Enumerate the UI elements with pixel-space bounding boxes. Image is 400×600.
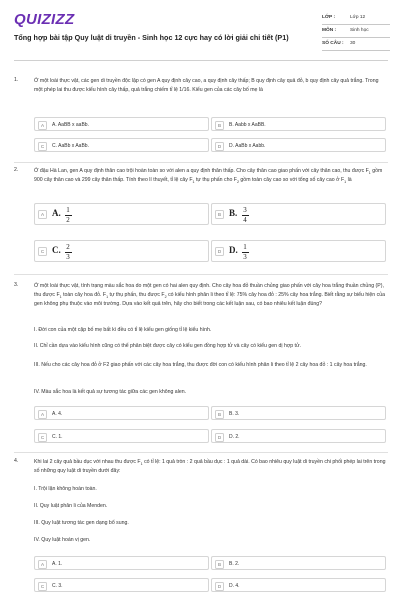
- question-number: 4.: [14, 458, 19, 464]
- q3-option-b[interactable]: [211, 406, 386, 420]
- question-divider: [14, 162, 388, 163]
- q1-option-b[interactable]: [211, 117, 386, 131]
- fraction-denominator: 3: [243, 252, 247, 261]
- meta-value-count: 30: [350, 37, 390, 50]
- worksheet-title: Tổng hợp bài tập Quy luật di truyền - Sinh học 12 cực hay có lời giải chi tiết (P1): [14, 33, 289, 42]
- option-letter-box: B: [215, 121, 224, 130]
- question-text: Ở một loài thực vật, tính trạng màu sắc hoa do một gen có hai alen quy định. Cho cây hoa đỏ thuần chủng giao phấn với cây hoa trắng thuần chủng (P), thu được $F_1$ toàn cây hoa đỏ. $F_1$ tự thụ phấn, thu được $F_2$ có kiểu hình phân li theo tỉ lệ: 75% cây hoa đỏ : 25% cây hoa trắng. Biết rằng sự biểu hiện của gen không phụ thuộc vào môi trường. Dựa vào kết quả trên, hãy cho biết trong các kết luận sau, có bao nhiêu kết luận đúng?: [34, 283, 385, 308]
- option-text: A. 1.: [52, 560, 63, 567]
- statement-3: III. Nếu cho các cây hoa đỏ ở F2 giao phấn với các cây hoa trắng, thu được đời con có kiểu hình phân li theo tỉ lệ 2 cây hoa đỏ : 1 cây hoa trắng.: [34, 362, 367, 368]
- meta-row-subject: [322, 24, 390, 37]
- statement-3: III. Quy luật tương tác gen dạng bổ sung.: [34, 520, 129, 526]
- option-text: D. 2.: [229, 433, 240, 440]
- option-letter-box: D: [215, 142, 224, 151]
- option-text: B. Aabb x AaBB.: [229, 121, 266, 128]
- option-label: B.: [229, 208, 238, 218]
- option-letter-box: B: [215, 410, 224, 419]
- fraction-numerator: 3: [243, 205, 247, 214]
- q4-option-a[interactable]: [34, 556, 209, 570]
- option-letter-box: A: [38, 121, 47, 130]
- option-text: B. 3.: [229, 410, 240, 417]
- option-text: C. 1.: [52, 433, 63, 440]
- question-text: Khi lai 2 cây quả bầu dục với nhau thu được $F_1$ có tỉ lệ: 1 quả tròn : 2 quả bầu dục : 1 quả dài. Có bao nhiêu quy luật di truyền chi phối phép lai trên trong số những quy luật di truyền dưới đây:: [34, 459, 386, 475]
- option-letter-box: D: [215, 247, 224, 256]
- q1-option-a[interactable]: [34, 117, 209, 131]
- fraction-denominator: 4: [243, 215, 247, 224]
- statement-1: I. Trội lặn không hoàn toàn.: [34, 486, 97, 492]
- worksheet-header: [0, 0, 400, 62]
- question-number: 3.: [14, 282, 19, 288]
- q3-option-a[interactable]: [34, 406, 209, 420]
- meta-value-class: Lớp 12: [350, 11, 390, 24]
- q4-option-b[interactable]: [211, 556, 386, 570]
- statement-2: II. Quy luật phân li của Menden.: [34, 503, 108, 509]
- meta-key-class: LỚP :: [322, 11, 350, 24]
- q4-option-c[interactable]: [34, 578, 209, 592]
- q2-option-b[interactable]: [211, 203, 386, 225]
- fraction-numerator: 1: [243, 242, 247, 251]
- statement-1: I. Đời con của một cặp bố mẹ bất kì đều có tỉ lệ kiểu gen giống tỉ lệ kiểu hình.: [34, 327, 212, 333]
- worksheet-meta-table: [322, 11, 390, 51]
- question-number: 2.: [14, 167, 19, 173]
- option-letter-box: A: [38, 210, 47, 219]
- option-label: D.: [229, 245, 238, 255]
- option-letter-box: A: [38, 410, 47, 419]
- question-text: Ở một loài thực vật, các gen di truyền độc lập có gen A quy định cây cao, a quy định cây thấp; B quy định cây quả đỏ, b quy định cây quả trắng. Trong một phép lai thu được kiểu hình cây thấp, quả trắng chiếm tỉ lệ 1/16. Kiểu gen của các cây bố mẹ là: [34, 78, 379, 93]
- quizizz-logo: QUIZIZZ: [14, 11, 75, 28]
- fraction-numerator: 1: [66, 205, 70, 214]
- q4-option-d[interactable]: [211, 578, 386, 592]
- option-label: C.: [52, 245, 61, 255]
- option-text: D. AaBb x Aabb.: [229, 142, 266, 149]
- option-text: C. 3.: [52, 582, 63, 589]
- option-fraction: [241, 206, 249, 225]
- question-divider: [14, 452, 388, 453]
- option-text: C. AaBb x AaBb.: [52, 142, 89, 149]
- meta-value-subject: Sinh học: [350, 24, 390, 37]
- option-text: D. 4.: [229, 582, 240, 589]
- statement-4: IV. Quy luật hoán vị gen.: [34, 537, 91, 543]
- question-text: Ở đậu Hà Lan, gen A quy định thân cao trội hoàn toàn so với alen a quy định thân thấp. Cho cây thân cao giao phấn với cây thân cao, thu được $F_1$ gồm 900 cây thân cao và 299 cây thân thấp. Tính theo lí thuyết, tỉ lệ cây $F_1$ tự thụ phấn cho $F_2$ gồm toàn cây cao so với tổng số cây cao ở $F_1$ là: [34, 168, 383, 185]
- q2-option-c[interactable]: [34, 240, 209, 262]
- statement-2: II. Chỉ cần dựa vào kiểu hình cũng có thể phân biệt được cây có kiểu gen đồng hợp tử và cây có kiểu gen dị hợp tử.: [34, 343, 301, 349]
- option-text: B. 2.: [229, 560, 240, 567]
- statement-4: IV. Màu sắc hoa là kết quả sự tương tác giữa các gen không alen.: [34, 389, 187, 395]
- q3-option-d[interactable]: [211, 429, 386, 443]
- meta-key-subject: MÔN :: [322, 24, 350, 37]
- option-letter-box: B: [215, 210, 224, 219]
- q1-option-d[interactable]: [211, 138, 386, 152]
- header-divider: [14, 60, 388, 61]
- option-letter-box: C: [38, 582, 47, 591]
- q1-option-c[interactable]: [34, 138, 209, 152]
- option-letter-box: C: [38, 142, 47, 151]
- option-letter-box: C: [38, 433, 47, 442]
- q2-option-d[interactable]: [211, 240, 386, 262]
- option-letter-box: A: [38, 560, 47, 569]
- meta-row-class: [322, 11, 390, 24]
- question-number: 1.: [14, 77, 19, 83]
- option-fraction: [64, 243, 72, 262]
- option-letter-box: B: [215, 560, 224, 569]
- option-label: A.: [52, 208, 61, 218]
- q2-option-a[interactable]: [34, 203, 209, 225]
- option-letter-box: D: [215, 433, 224, 442]
- meta-key-count: SỐ CÂU :: [322, 37, 350, 50]
- option-letter-box: D: [215, 582, 224, 591]
- option-fraction: [241, 243, 249, 262]
- question-divider: [14, 274, 388, 275]
- fraction-denominator: 2: [66, 215, 70, 224]
- option-text: A. 4.: [52, 410, 63, 417]
- meta-row-count: [322, 37, 390, 50]
- fraction-numerator: 2: [66, 242, 70, 251]
- q3-option-c[interactable]: [34, 429, 209, 443]
- option-fraction: [64, 206, 72, 225]
- fraction-denominator: 3: [66, 252, 70, 261]
- option-letter-box: C: [38, 247, 47, 256]
- option-text: A. AaBB x aaBb.: [52, 121, 89, 128]
